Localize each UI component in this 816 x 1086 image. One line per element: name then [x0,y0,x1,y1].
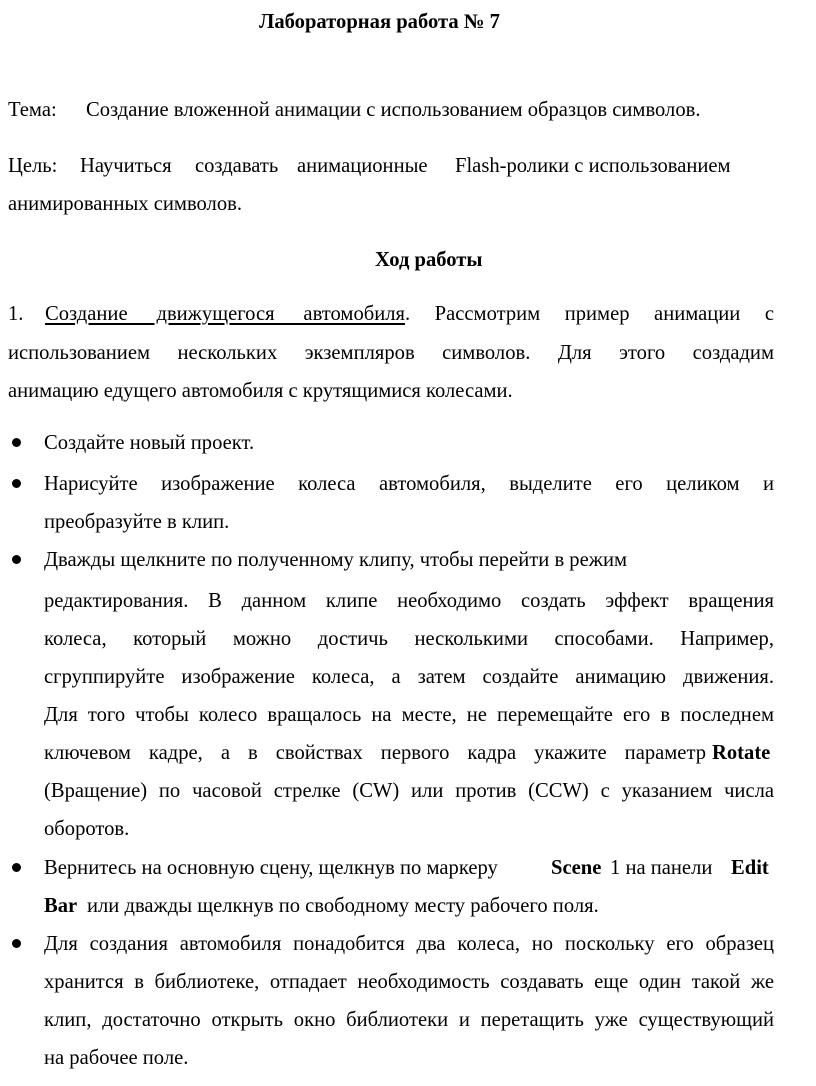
bullet-5-line-3: клип, достаточно открыть окно библиотеки и перетащить уже существующий [44,1009,774,1031]
bar-term: Bar [44,895,78,917]
bullet-5-line-1: Для создания автомобиля понадобится два колеса, но поскольку его образец [44,933,774,955]
scene-term: Scene [551,857,602,879]
step-number: 1. [8,303,24,325]
bullet-4-line-1a: Вернитесь на основную сцену, щелкнув по маркеру [44,857,498,879]
step-line-1-rest: . Рассмотрим пример анимации с [405,303,774,325]
goal-line-2: анимированных символов. [8,193,242,215]
bullet-5-line-2: хранится в библиотеке, отпадает необходимость создавать еще один такой же [44,971,774,993]
bullet-3-line-5: Для того чтобы колесо вращалось на месте, не перемещайте его в последнем [44,704,774,726]
goal-word-1: Научиться [80,155,172,177]
bullet-marker [12,479,21,488]
edit-term: Edit [731,857,769,879]
bullet-3-line-4: сгруппируйте изображение колеса, а затем создайте анимацию движения. [44,666,774,688]
bullet-4-line-2b: или дважды щелкнув по свободному месту рабочего поля. [87,895,599,917]
bullet-2-line-1: Нарисуйте изображение колеса автомобиля, выделите его целиком и [44,473,774,495]
step-title: Создание движущегося автомобиля [45,303,405,325]
bullet-3-line-2: редактирования. В данном клипе необходимо создать эффект вращения [44,590,774,612]
bullet-3-line-1: Дважды щелкните по полученному клипу, чтобы перейти в режим [44,549,628,571]
bullet-1-line-1: Создайте новый проект. [44,432,255,454]
bullet-marker [12,939,21,948]
step-line-3: анимацию едущего автомобиля с крутящимися колесами. [8,380,513,402]
rotate-term: Rotate [712,742,771,764]
bullet-3-line-6a: ключевом кадре, а в свойствах первого кадра укажите параметр [44,742,706,764]
bullet-2-line-2: преобразуйте в клип. [44,511,230,533]
goal-word-4: Flash-ролики с использованием [455,155,731,177]
bullet-marker [12,438,21,447]
theme-text: Создание вложенной анимации с использованием образцов символов. [86,99,701,121]
bullet-marker [12,555,21,564]
goal-label: Цель: [8,155,58,177]
bullet-4-line-1c: 1 на панели [610,857,713,879]
goal-word-2: создавать [195,155,279,177]
step-line-2: использованием нескольких экземпляров символов. Для этого создадим [8,342,774,364]
bullet-5-line-4: на рабочее поле. [44,1047,189,1069]
bullet-marker [12,863,21,872]
bullet-3-line-3: колеса, который можно достичь несколькими способами. Например, [44,628,774,650]
page-title: Лабораторная работа № 7 [259,11,500,33]
goal-word-3: анимационные [297,155,428,177]
section-heading: Ход работы [375,249,483,271]
bullet-3-line-7: (Вращение) по часовой стрелке (CW) или против (CCW) с указанием числа [44,780,774,802]
theme-label: Тема: [8,99,57,121]
bullet-3-line-8: оборотов. [44,818,130,840]
